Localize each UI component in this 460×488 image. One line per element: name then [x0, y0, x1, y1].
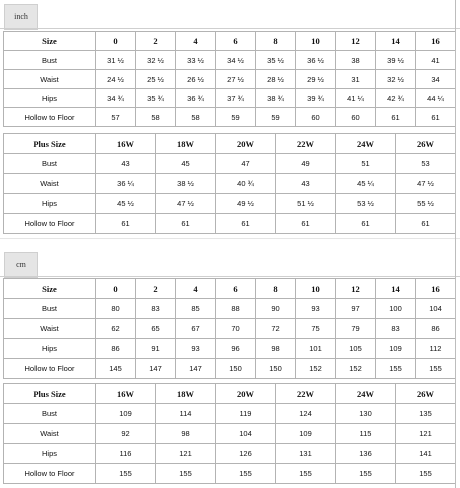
tab-divider — [0, 276, 460, 277]
measurement-value-cell: 41 ¼ — [336, 89, 376, 108]
measurement-value-cell: 83 — [136, 299, 176, 319]
size-header-cell: 14 — [376, 279, 416, 299]
measurement-value-cell: 136 — [336, 444, 396, 464]
cm-size-table — [3, 278, 456, 379]
measurement-value-cell: 155 — [416, 359, 456, 379]
table-row — [4, 154, 456, 174]
measurement-value-cell: 53 — [396, 154, 456, 174]
measurement-label-cell: Bust — [4, 299, 96, 319]
measurement-value-cell: 61 — [336, 214, 396, 234]
measurement-value-cell: 38 ½ — [156, 174, 216, 194]
inch-plus-size-table — [3, 133, 456, 234]
table-row — [4, 174, 456, 194]
table-row — [4, 194, 456, 214]
measurement-value-cell: 61 — [216, 214, 276, 234]
measurement-value-cell: 85 — [176, 299, 216, 319]
size-header-cell: 12 — [336, 279, 376, 299]
measurement-value-cell: 80 — [96, 299, 136, 319]
measurement-value-cell: 90 — [256, 299, 296, 319]
table-row — [4, 51, 456, 70]
measurement-value-cell: 70 — [216, 319, 256, 339]
measurement-value-cell: 58 — [136, 108, 176, 127]
measurement-value-cell: 47 ½ — [396, 174, 456, 194]
table-row — [4, 404, 456, 424]
measurement-value-cell: 36 ¼ — [96, 174, 156, 194]
measurement-value-cell: 130 — [336, 404, 396, 424]
measurement-label-cell: Hollow to Floor — [4, 359, 96, 379]
measurement-value-cell: 121 — [156, 444, 216, 464]
measurement-value-cell: 92 — [96, 424, 156, 444]
measurement-label-cell: Hips — [4, 89, 96, 108]
measurement-value-cell: 61 — [156, 214, 216, 234]
size-header-cell: 12 — [336, 32, 376, 51]
measurement-value-cell: 152 — [336, 359, 376, 379]
measurement-value-cell: 38 — [336, 51, 376, 70]
size-header-cell: 22W — [276, 134, 336, 154]
measurement-value-cell: 32 ½ — [376, 70, 416, 89]
measurement-value-cell: 41 — [416, 51, 456, 70]
measurement-label-cell: Waist — [4, 319, 96, 339]
measurement-value-cell: 39 ½ — [376, 51, 416, 70]
size-header-cell: 10 — [296, 32, 336, 51]
measurement-label-cell: Bust — [4, 404, 96, 424]
measurement-value-cell: 61 — [276, 214, 336, 234]
measurement-value-cell: 36 ½ — [296, 51, 336, 70]
measurement-label-cell: Waist — [4, 424, 96, 444]
measurement-value-cell: 40 ¾ — [216, 174, 276, 194]
measurement-value-cell: 35 ½ — [256, 51, 296, 70]
measurement-value-cell: 43 — [96, 154, 156, 174]
measurement-value-cell: 83 — [376, 319, 416, 339]
size-header-cell: 20W — [216, 384, 276, 404]
measurement-value-cell: 59 — [216, 108, 256, 127]
measurement-value-cell: 32 ½ — [136, 51, 176, 70]
measurement-value-cell: 97 — [336, 299, 376, 319]
measurement-value-cell: 57 — [96, 108, 136, 127]
header-row — [4, 134, 456, 154]
table-row — [4, 319, 456, 339]
size-header-cell: 14 — [376, 32, 416, 51]
cm-plus-size-table — [3, 383, 456, 484]
size-header-cell: 18W — [156, 134, 216, 154]
measurement-value-cell: 51 ½ — [276, 194, 336, 214]
unit-tab-cm[interactable]: cm — [4, 252, 38, 278]
size-header-cell: 2 — [136, 32, 176, 51]
measurement-value-cell: 150 — [256, 359, 296, 379]
measurement-value-cell: 59 — [256, 108, 296, 127]
measurement-value-cell: 147 — [136, 359, 176, 379]
unit-tab-inch[interactable]: inch — [4, 4, 38, 30]
measurement-value-cell: 131 — [276, 444, 336, 464]
measurement-value-cell: 93 — [296, 299, 336, 319]
measurement-value-cell: 65 — [136, 319, 176, 339]
measurement-value-cell: 121 — [396, 424, 456, 444]
header-row — [4, 32, 456, 51]
size-header-cell: 0 — [96, 279, 136, 299]
table-row — [4, 339, 456, 359]
size-header-cell: 4 — [176, 279, 216, 299]
size-header-cell: 22W — [276, 384, 336, 404]
size-header-cell: 18W — [156, 384, 216, 404]
measurement-value-cell: 61 — [376, 108, 416, 127]
measurement-value-cell: 155 — [276, 464, 336, 484]
measurement-value-cell: 34 ¾ — [96, 89, 136, 108]
size-header-cell: 0 — [96, 32, 136, 51]
measurement-value-cell: 37 ¾ — [216, 89, 256, 108]
measurement-value-cell: 25 ½ — [136, 70, 176, 89]
size-header-cell: 26W — [396, 384, 456, 404]
size-header-cell: 10 — [296, 279, 336, 299]
header-row — [4, 279, 456, 299]
measurement-value-cell: 47 ½ — [156, 194, 216, 214]
header-label-cell: Plus Size — [4, 134, 96, 154]
measurement-value-cell: 49 ½ — [216, 194, 276, 214]
measurement-value-cell: 98 — [256, 339, 296, 359]
measurement-value-cell: 145 — [96, 359, 136, 379]
measurement-value-cell: 109 — [96, 404, 156, 424]
measurement-value-cell: 44 ¼ — [416, 89, 456, 108]
measurement-value-cell: 35 ¾ — [136, 89, 176, 108]
measurement-value-cell: 155 — [336, 464, 396, 484]
measurement-value-cell: 27 ½ — [216, 70, 256, 89]
measurement-value-cell: 29 ½ — [296, 70, 336, 89]
measurement-value-cell: 86 — [416, 319, 456, 339]
measurement-value-cell: 61 — [396, 214, 456, 234]
scrollbar-edge — [455, 0, 456, 488]
measurement-value-cell: 155 — [376, 359, 416, 379]
measurement-value-cell: 155 — [156, 464, 216, 484]
size-header-cell: 16 — [416, 32, 456, 51]
measurement-value-cell: 55 ½ — [396, 194, 456, 214]
measurement-value-cell: 109 — [376, 339, 416, 359]
measurement-value-cell: 93 — [176, 339, 216, 359]
measurement-value-cell: 88 — [216, 299, 256, 319]
measurement-value-cell: 31 — [336, 70, 376, 89]
measurement-value-cell: 67 — [176, 319, 216, 339]
measurement-value-cell: 116 — [96, 444, 156, 464]
header-row — [4, 384, 456, 404]
measurement-label-cell: Bust — [4, 51, 96, 70]
header-label-cell: Size — [4, 32, 96, 51]
size-header-cell: 20W — [216, 134, 276, 154]
header-label-cell: Plus Size — [4, 384, 96, 404]
measurement-value-cell: 105 — [336, 339, 376, 359]
measurement-value-cell: 79 — [336, 319, 376, 339]
measurement-value-cell: 119 — [216, 404, 276, 424]
measurement-value-cell: 51 — [336, 154, 396, 174]
section-divider — [0, 238, 460, 239]
measurement-label-cell: Waist — [4, 70, 96, 89]
measurement-value-cell: 72 — [256, 319, 296, 339]
measurement-label-cell: Waist — [4, 174, 96, 194]
table-row — [4, 89, 456, 108]
size-header-cell: 16 — [416, 279, 456, 299]
measurement-value-cell: 61 — [96, 214, 156, 234]
measurement-value-cell: 150 — [216, 359, 256, 379]
measurement-value-cell: 115 — [336, 424, 396, 444]
size-header-cell: 2 — [136, 279, 176, 299]
measurement-value-cell: 49 — [276, 154, 336, 174]
measurement-value-cell: 126 — [216, 444, 276, 464]
measurement-label-cell: Hips — [4, 194, 96, 214]
measurement-value-cell: 36 ¾ — [176, 89, 216, 108]
measurement-value-cell: 26 ½ — [176, 70, 216, 89]
measurement-value-cell: 47 — [216, 154, 276, 174]
size-header-cell: 6 — [216, 32, 256, 51]
size-header-cell: 24W — [336, 384, 396, 404]
measurement-value-cell: 147 — [176, 359, 216, 379]
size-header-cell: 6 — [216, 279, 256, 299]
size-header-cell: 26W — [396, 134, 456, 154]
measurement-value-cell: 96 — [216, 339, 256, 359]
measurement-value-cell: 109 — [276, 424, 336, 444]
measurement-value-cell: 152 — [296, 359, 336, 379]
measurement-label-cell: Bust — [4, 154, 96, 174]
measurement-value-cell: 86 — [96, 339, 136, 359]
size-header-cell: 8 — [256, 32, 296, 51]
table-row — [4, 444, 456, 464]
measurement-value-cell: 98 — [156, 424, 216, 444]
size-header-cell: 16W — [96, 134, 156, 154]
measurement-value-cell: 60 — [336, 108, 376, 127]
measurement-value-cell: 43 — [276, 174, 336, 194]
measurement-value-cell: 45 ½ — [96, 194, 156, 214]
measurement-value-cell: 53 ½ — [336, 194, 396, 214]
inch-size-table — [3, 31, 456, 127]
measurement-value-cell: 124 — [276, 404, 336, 424]
table-row — [4, 214, 456, 234]
measurement-value-cell: 45 — [156, 154, 216, 174]
measurement-value-cell: 34 — [416, 70, 456, 89]
table-row — [4, 464, 456, 484]
measurement-value-cell: 155 — [396, 464, 456, 484]
table-row — [4, 299, 456, 319]
measurement-value-cell: 33 ½ — [176, 51, 216, 70]
measurement-value-cell: 91 — [136, 339, 176, 359]
measurement-value-cell: 39 ¾ — [296, 89, 336, 108]
measurement-value-cell: 24 ½ — [96, 70, 136, 89]
measurement-label-cell: Hips — [4, 339, 96, 359]
measurement-value-cell: 42 ¾ — [376, 89, 416, 108]
measurement-value-cell: 101 — [296, 339, 336, 359]
measurement-value-cell: 45 ¼ — [336, 174, 396, 194]
measurement-value-cell: 135 — [396, 404, 456, 424]
measurement-value-cell: 141 — [396, 444, 456, 464]
table-row — [4, 108, 456, 127]
table-row — [4, 70, 456, 89]
tab-divider — [0, 28, 460, 29]
measurement-value-cell: 61 — [416, 108, 456, 127]
measurement-label-cell: Hips — [4, 444, 96, 464]
table-row — [4, 359, 456, 379]
measurement-value-cell: 75 — [296, 319, 336, 339]
measurement-label-cell: Hollow to Floor — [4, 108, 96, 127]
size-header-cell: 4 — [176, 32, 216, 51]
size-header-cell: 24W — [336, 134, 396, 154]
measurement-value-cell: 155 — [216, 464, 276, 484]
header-label-cell: Size — [4, 279, 96, 299]
measurement-value-cell: 100 — [376, 299, 416, 319]
measurement-value-cell: 38 ¾ — [256, 89, 296, 108]
measurement-value-cell: 58 — [176, 108, 216, 127]
measurement-value-cell: 104 — [216, 424, 276, 444]
measurement-value-cell: 114 — [156, 404, 216, 424]
measurement-label-cell: Hollow to Floor — [4, 464, 96, 484]
table-row — [4, 424, 456, 444]
measurement-value-cell: 62 — [96, 319, 136, 339]
measurement-label-cell: Hollow to Floor — [4, 214, 96, 234]
measurement-value-cell: 34 ½ — [216, 51, 256, 70]
measurement-value-cell: 155 — [96, 464, 156, 484]
measurement-value-cell: 28 ½ — [256, 70, 296, 89]
size-header-cell: 8 — [256, 279, 296, 299]
measurement-value-cell: 31 ½ — [96, 51, 136, 70]
size-header-cell: 16W — [96, 384, 156, 404]
measurement-value-cell: 104 — [416, 299, 456, 319]
measurement-value-cell: 112 — [416, 339, 456, 359]
measurement-value-cell: 60 — [296, 108, 336, 127]
